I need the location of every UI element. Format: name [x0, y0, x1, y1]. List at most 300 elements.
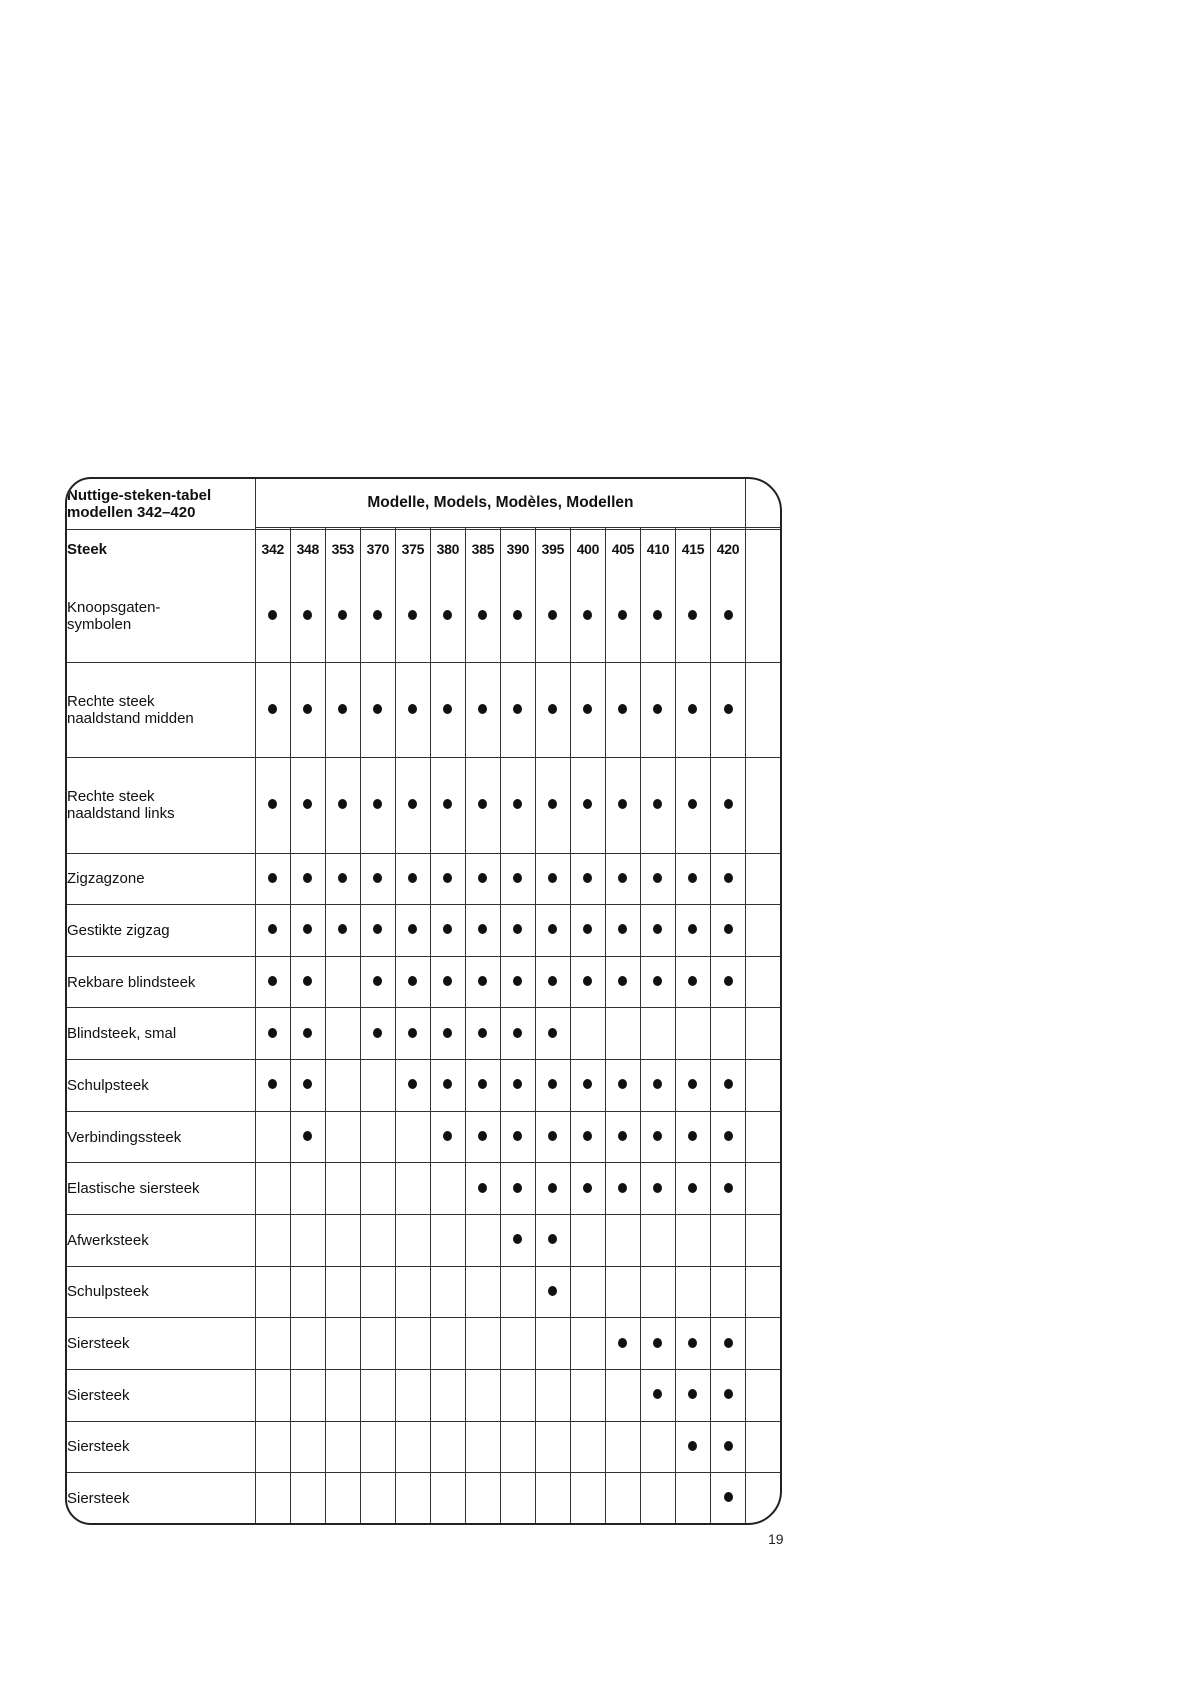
available-dot-icon — [724, 1183, 733, 1193]
mark-cell-380 — [430, 1008, 465, 1060]
table-title-row — [67, 479, 780, 527]
available-dot-icon — [688, 704, 697, 714]
available-dot-icon — [583, 873, 592, 883]
mark-cell-410 — [640, 1163, 675, 1215]
mark-cell-420 — [710, 569, 745, 663]
mark-cell-390 — [500, 853, 535, 905]
mark-cell-405 — [605, 569, 640, 663]
mark-cell-420 — [710, 1369, 745, 1421]
mark-cell-353 — [325, 905, 360, 957]
available-dot-icon — [688, 799, 697, 809]
mark-cell-395 — [535, 1215, 570, 1267]
mark-cell-370 — [360, 1215, 395, 1267]
mark-cell-353 — [325, 1318, 360, 1370]
mark-cell-410 — [640, 1008, 675, 1060]
mark-cell-385 — [465, 905, 500, 957]
table-row — [67, 956, 780, 1008]
available-dot-icon — [268, 704, 277, 714]
mark-cell-353 — [325, 1421, 360, 1473]
mark-cell-370 — [360, 1318, 395, 1370]
mark-cell-348 — [290, 1008, 325, 1060]
mark-cell-342 — [255, 1008, 290, 1060]
mark-cell-342 — [255, 1266, 290, 1318]
mark-cell-410 — [640, 905, 675, 957]
mark-cell-395 — [535, 1318, 570, 1370]
model-number-353: 353 — [325, 529, 360, 569]
mark-cell-415 — [675, 1369, 710, 1421]
table-row — [67, 1421, 780, 1473]
mark-cell-380 — [430, 663, 465, 758]
mark-cell-415 — [675, 1215, 710, 1267]
mark-cell-395 — [535, 569, 570, 663]
mark-cell-375 — [395, 758, 430, 853]
mark-cell-400 — [570, 905, 605, 957]
mark-cell-375 — [395, 1215, 430, 1267]
stitch-name — [67, 1163, 255, 1215]
table-row — [67, 1215, 780, 1267]
stitch-table-frame — [65, 477, 782, 1525]
available-dot-icon — [268, 1028, 277, 1038]
mark-cell-395 — [535, 758, 570, 853]
mark-cell-380 — [430, 1318, 465, 1370]
available-dot-icon — [618, 1079, 627, 1089]
mark-cell-405 — [605, 663, 640, 758]
mark-cell-400 — [570, 1008, 605, 1060]
stitch-name — [67, 569, 255, 663]
mark-cell-405 — [605, 1421, 640, 1473]
available-dot-icon — [724, 1079, 733, 1089]
available-dot-icon — [583, 1131, 592, 1141]
mark-cell-370 — [360, 1163, 395, 1215]
available-dot-icon — [653, 610, 662, 620]
mark-cell-348 — [290, 758, 325, 853]
table-row — [67, 1318, 780, 1370]
mark-cell-342 — [255, 905, 290, 957]
available-dot-icon — [688, 924, 697, 934]
available-dot-icon — [443, 1131, 452, 1141]
stitch-name-line1: Schulpsteek — [67, 1283, 149, 1301]
available-dot-icon — [513, 610, 522, 620]
available-dot-icon — [478, 799, 487, 809]
mark-cell-353 — [325, 1008, 360, 1060]
mark-cell-405 — [605, 1369, 640, 1421]
mark-cell-405 — [605, 956, 640, 1008]
stitch-name-line1: Siersteek — [67, 1335, 130, 1353]
available-dot-icon — [724, 1131, 733, 1141]
available-dot-icon — [688, 1131, 697, 1141]
stitch-name-line1: Siersteek — [67, 1489, 130, 1507]
mark-cell-342 — [255, 663, 290, 758]
mark-cell-410 — [640, 1421, 675, 1473]
mark-cell-348 — [290, 1318, 325, 1370]
mark-cell-348 — [290, 905, 325, 957]
mark-cell-395 — [535, 956, 570, 1008]
mark-cell-342 — [255, 1215, 290, 1267]
mark-cell-405 — [605, 1318, 640, 1370]
available-dot-icon — [373, 924, 382, 934]
available-dot-icon — [408, 976, 417, 986]
mark-cell-348 — [290, 663, 325, 758]
mark-cell-420 — [710, 956, 745, 1008]
spare-cell — [746, 1473, 780, 1523]
mark-cell-380 — [430, 956, 465, 1008]
mark-cell-420 — [710, 1060, 745, 1112]
mark-cell-400 — [570, 1060, 605, 1112]
mark-cell-385 — [465, 1008, 500, 1060]
stitch-name-line1: Blindsteek, smal — [67, 1025, 177, 1043]
mark-cell-405 — [605, 1111, 640, 1163]
stitch-name-line1: Afwerksteek — [67, 1231, 149, 1249]
mark-cell-410 — [640, 569, 675, 663]
mark-cell-353 — [325, 1473, 360, 1523]
available-dot-icon — [688, 1079, 697, 1089]
mark-cell-390 — [500, 1318, 535, 1370]
mark-cell-420 — [710, 1421, 745, 1473]
available-dot-icon — [338, 799, 347, 809]
available-dot-icon — [618, 704, 627, 714]
mark-cell-405 — [605, 1008, 640, 1060]
stitch-name-line1: Zigzagzone — [67, 870, 145, 888]
available-dot-icon — [268, 1079, 277, 1089]
available-dot-icon — [653, 976, 662, 986]
available-dot-icon — [443, 1079, 452, 1089]
available-dot-icon — [338, 704, 347, 714]
mark-cell-385 — [465, 1421, 500, 1473]
available-dot-icon — [583, 799, 592, 809]
available-dot-icon — [303, 610, 312, 620]
available-dot-icon — [513, 1131, 522, 1141]
mark-cell-348 — [290, 1060, 325, 1112]
available-dot-icon — [373, 610, 382, 620]
available-dot-icon — [478, 610, 487, 620]
available-dot-icon — [303, 1028, 312, 1038]
available-dot-icon — [443, 1028, 452, 1038]
available-dot-icon — [618, 976, 627, 986]
mark-cell-385 — [465, 569, 500, 663]
mark-cell-395 — [535, 1163, 570, 1215]
available-dot-icon — [688, 1389, 697, 1399]
mark-cell-390 — [500, 1369, 535, 1421]
mark-cell-348 — [290, 1473, 325, 1523]
mark-cell-375 — [395, 1369, 430, 1421]
mark-cell-400 — [570, 1163, 605, 1215]
available-dot-icon — [688, 1183, 697, 1193]
available-dot-icon — [303, 1079, 312, 1089]
available-dot-icon — [548, 1183, 557, 1193]
available-dot-icon — [688, 873, 697, 883]
mark-cell-380 — [430, 1163, 465, 1215]
mark-cell-390 — [500, 758, 535, 853]
mark-cell-370 — [360, 1060, 395, 1112]
available-dot-icon — [478, 1028, 487, 1038]
available-dot-icon — [618, 1131, 627, 1141]
available-dot-icon — [724, 873, 733, 883]
table-title-line1: Nuttige-steken-tabel — [67, 486, 212, 504]
mark-cell-380 — [430, 1369, 465, 1421]
mark-cell-353 — [325, 1215, 360, 1267]
available-dot-icon — [724, 704, 733, 714]
mark-cell-380 — [430, 1473, 465, 1523]
mark-cell-415 — [675, 1060, 710, 1112]
available-dot-icon — [724, 1389, 733, 1399]
mark-cell-370 — [360, 905, 395, 957]
mark-cell-342 — [255, 853, 290, 905]
mark-cell-375 — [395, 1060, 430, 1112]
available-dot-icon — [583, 976, 592, 986]
mark-cell-385 — [465, 1266, 500, 1318]
mark-cell-400 — [570, 1266, 605, 1318]
spare-cell — [746, 1111, 780, 1163]
mark-cell-390 — [500, 1060, 535, 1112]
spare-cell — [746, 569, 780, 663]
spare-cell — [746, 1008, 780, 1060]
available-dot-icon — [548, 1234, 557, 1244]
mark-cell-395 — [535, 905, 570, 957]
table-row — [67, 1473, 780, 1523]
available-dot-icon — [653, 704, 662, 714]
available-dot-icon — [583, 704, 592, 714]
stitch-rows — [67, 569, 780, 1523]
stitch-name-line1: Rekbare blindsteek — [67, 973, 196, 991]
available-dot-icon — [373, 873, 382, 883]
stitch-name — [67, 663, 255, 758]
mark-cell-370 — [360, 956, 395, 1008]
available-dot-icon — [548, 1286, 557, 1296]
available-dot-icon — [268, 610, 277, 620]
available-dot-icon — [478, 976, 487, 986]
available-dot-icon — [548, 1131, 557, 1141]
mark-cell-415 — [675, 1163, 710, 1215]
steek-header: Steek — [67, 529, 255, 569]
stitch-name-line1: Gestikte zigzag — [67, 921, 170, 939]
available-dot-icon — [618, 610, 627, 620]
spare-cell — [746, 853, 780, 905]
mark-cell-385 — [465, 1163, 500, 1215]
mark-cell-405 — [605, 1060, 640, 1112]
table-row — [67, 1163, 780, 1215]
mark-cell-405 — [605, 1163, 640, 1215]
mark-cell-400 — [570, 663, 605, 758]
mark-cell-375 — [395, 1473, 430, 1523]
mark-cell-395 — [535, 1369, 570, 1421]
available-dot-icon — [373, 799, 382, 809]
available-dot-icon — [513, 1234, 522, 1244]
available-dot-icon — [653, 873, 662, 883]
available-dot-icon — [653, 1389, 662, 1399]
mark-cell-390 — [500, 1163, 535, 1215]
model-number-380: 380 — [430, 529, 465, 569]
mark-cell-380 — [430, 1060, 465, 1112]
mark-cell-410 — [640, 956, 675, 1008]
available-dot-icon — [443, 610, 452, 620]
available-dot-icon — [618, 873, 627, 883]
available-dot-icon — [338, 610, 347, 620]
mark-cell-370 — [360, 569, 395, 663]
model-number-415: 415 — [675, 529, 710, 569]
mark-cell-410 — [640, 1060, 675, 1112]
mark-cell-395 — [535, 1421, 570, 1473]
available-dot-icon — [443, 924, 452, 934]
mark-cell-370 — [360, 1421, 395, 1473]
available-dot-icon — [268, 873, 277, 883]
available-dot-icon — [513, 1028, 522, 1038]
available-dot-icon — [513, 704, 522, 714]
available-dot-icon — [408, 1079, 417, 1089]
mark-cell-420 — [710, 1473, 745, 1523]
available-dot-icon — [618, 1338, 627, 1348]
mark-cell-420 — [710, 1215, 745, 1267]
mark-cell-385 — [465, 1060, 500, 1112]
available-dot-icon — [443, 873, 452, 883]
mark-cell-375 — [395, 905, 430, 957]
available-dot-icon — [653, 1079, 662, 1089]
mark-cell-353 — [325, 569, 360, 663]
available-dot-icon — [513, 976, 522, 986]
mark-cell-375 — [395, 1318, 430, 1370]
stitch-name-line1: Knoopsgaten- — [67, 598, 161, 616]
stitch-name — [67, 905, 255, 957]
available-dot-icon — [724, 799, 733, 809]
mark-cell-353 — [325, 1266, 360, 1318]
available-dot-icon — [513, 799, 522, 809]
mark-cell-342 — [255, 1060, 290, 1112]
available-dot-icon — [653, 1338, 662, 1348]
spare-header-cell — [746, 479, 780, 527]
stitch-name-line1: Verbindingssteek — [67, 1128, 182, 1146]
model-number-420: 420 — [710, 529, 745, 569]
mark-cell-348 — [290, 1421, 325, 1473]
mark-cell-353 — [325, 1060, 360, 1112]
mark-cell-420 — [710, 853, 745, 905]
available-dot-icon — [338, 873, 347, 883]
mark-cell-385 — [465, 758, 500, 853]
mark-cell-395 — [535, 853, 570, 905]
mark-cell-400 — [570, 1215, 605, 1267]
mark-cell-410 — [640, 1215, 675, 1267]
mark-cell-415 — [675, 1318, 710, 1370]
mark-cell-353 — [325, 853, 360, 905]
available-dot-icon — [688, 1338, 697, 1348]
mark-cell-400 — [570, 1369, 605, 1421]
mark-cell-420 — [710, 1163, 745, 1215]
mark-cell-415 — [675, 663, 710, 758]
available-dot-icon — [408, 873, 417, 883]
mark-cell-410 — [640, 1369, 675, 1421]
available-dot-icon — [303, 873, 312, 883]
available-dot-icon — [618, 924, 627, 934]
mark-cell-390 — [500, 1421, 535, 1473]
mark-cell-410 — [640, 663, 675, 758]
mark-cell-375 — [395, 1266, 430, 1318]
available-dot-icon — [478, 924, 487, 934]
mark-cell-342 — [255, 758, 290, 853]
mark-cell-420 — [710, 1111, 745, 1163]
mark-cell-390 — [500, 905, 535, 957]
table-row — [67, 1369, 780, 1421]
mark-cell-390 — [500, 1473, 535, 1523]
model-number-370: 370 — [360, 529, 395, 569]
mark-cell-342 — [255, 1318, 290, 1370]
available-dot-icon — [653, 924, 662, 934]
stitch-name — [67, 1215, 255, 1267]
available-dot-icon — [653, 799, 662, 809]
mark-cell-400 — [570, 758, 605, 853]
mark-cell-390 — [500, 956, 535, 1008]
available-dot-icon — [408, 924, 417, 934]
spare-cell — [746, 758, 780, 853]
stitch-name-line2: naaldstand midden — [67, 710, 194, 728]
mark-cell-342 — [255, 956, 290, 1008]
spare-cell — [746, 1266, 780, 1318]
stitch-name — [67, 1008, 255, 1060]
stitch-name-line1: Rechte steek — [67, 693, 155, 711]
mark-cell-385 — [465, 956, 500, 1008]
mark-cell-415 — [675, 569, 710, 663]
mark-cell-375 — [395, 1421, 430, 1473]
mark-cell-348 — [290, 1266, 325, 1318]
available-dot-icon — [724, 610, 733, 620]
model-number-410: 410 — [640, 529, 675, 569]
available-dot-icon — [408, 704, 417, 714]
table-title-line2: modellen 342–420 — [67, 503, 196, 521]
available-dot-icon — [583, 1183, 592, 1193]
mark-cell-342 — [255, 1421, 290, 1473]
available-dot-icon — [688, 610, 697, 620]
available-dot-icon — [443, 799, 452, 809]
mark-cell-348 — [290, 1215, 325, 1267]
mark-cell-415 — [675, 853, 710, 905]
mark-cell-375 — [395, 663, 430, 758]
available-dot-icon — [513, 1183, 522, 1193]
mark-cell-370 — [360, 1111, 395, 1163]
spare-cell — [746, 1163, 780, 1215]
mark-cell-380 — [430, 1215, 465, 1267]
mark-cell-353 — [325, 956, 360, 1008]
stitch-name-line1: Siersteek — [67, 1438, 130, 1456]
stitch-name — [67, 1111, 255, 1163]
available-dot-icon — [373, 1028, 382, 1038]
mark-cell-400 — [570, 1421, 605, 1473]
model-number-400: 400 — [570, 529, 605, 569]
mark-cell-353 — [325, 663, 360, 758]
mark-cell-420 — [710, 663, 745, 758]
available-dot-icon — [548, 1028, 557, 1038]
available-dot-icon — [583, 610, 592, 620]
mark-cell-342 — [255, 1473, 290, 1523]
available-dot-icon — [583, 1079, 592, 1089]
mark-cell-370 — [360, 1266, 395, 1318]
spare-cell — [746, 956, 780, 1008]
mark-cell-390 — [500, 1215, 535, 1267]
mark-cell-342 — [255, 569, 290, 663]
mark-cell-342 — [255, 1163, 290, 1215]
models-header: Modelle, Models, Modèles, Modellen — [255, 479, 745, 527]
mark-cell-395 — [535, 1473, 570, 1523]
available-dot-icon — [548, 799, 557, 809]
page-number: 19 — [768, 1531, 784, 1547]
available-dot-icon — [303, 924, 312, 934]
available-dot-icon — [478, 1079, 487, 1089]
mark-cell-400 — [570, 1473, 605, 1523]
table-row — [67, 1111, 780, 1163]
available-dot-icon — [548, 873, 557, 883]
model-number-375: 375 — [395, 529, 430, 569]
available-dot-icon — [408, 799, 417, 809]
model-number-390: 390 — [500, 529, 535, 569]
available-dot-icon — [268, 799, 277, 809]
mark-cell-375 — [395, 1163, 430, 1215]
mark-cell-400 — [570, 569, 605, 663]
